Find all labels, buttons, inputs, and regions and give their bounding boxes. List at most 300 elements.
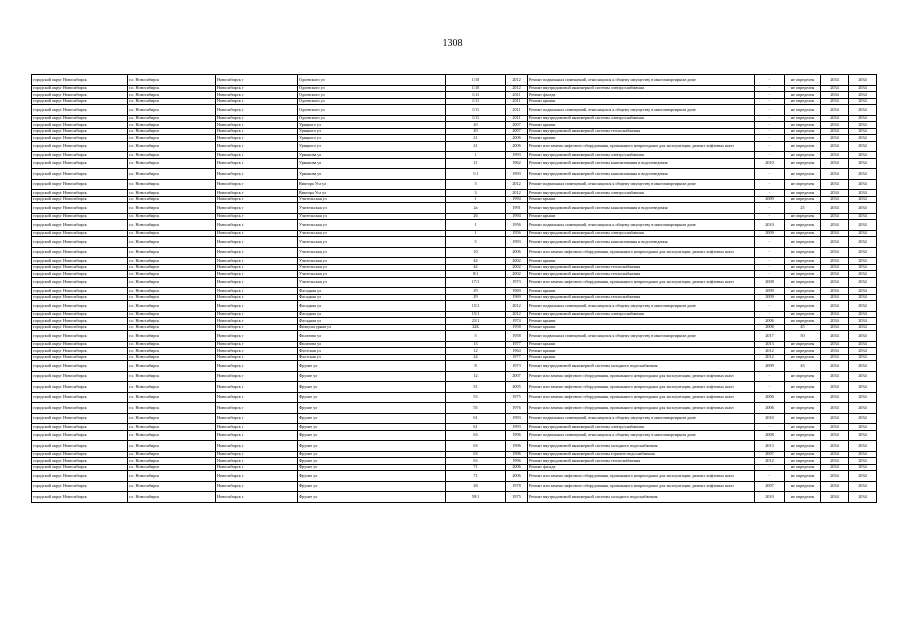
last-repair-year-cell: 2010 xyxy=(755,413,785,424)
municipality-cell: городской округ Новосибирск xyxy=(32,464,128,471)
plan-year-start-cell: 2034 xyxy=(821,158,849,169)
plan-year-start-cell: 2034 xyxy=(821,471,849,482)
city-cell: Новосибирск г xyxy=(216,115,298,122)
plan-year-end-cell: 2034 xyxy=(849,492,877,503)
work-type-cell: Ремонт внутридомовой инженерной системы канализования и водоотведения xyxy=(528,158,755,169)
year-built-cell: 2002 xyxy=(506,258,528,265)
year-built-cell: 1996 xyxy=(506,458,528,465)
wear-percent-cell: не определен xyxy=(785,424,821,431)
work-type-cell: Ремонт крыши xyxy=(528,135,755,142)
year-built-cell: 1991 xyxy=(506,203,528,214)
city-cell: Новосибирск г xyxy=(216,152,298,159)
wear-percent-cell: не определен xyxy=(785,220,821,231)
district-cell: г.о. Новосибирск xyxy=(128,158,216,169)
city-cell: Новосибирск г xyxy=(216,98,298,105)
house-number-cell: 1 xyxy=(446,220,506,231)
city-cell: Новосибирск г xyxy=(216,492,298,503)
wear-percent-cell: не определен xyxy=(785,288,821,295)
district-cell: г.о. Новосибирск xyxy=(128,371,216,382)
plan-year-end-cell: 2034 xyxy=(849,179,877,190)
last-repair-year-cell: - xyxy=(755,471,785,482)
plan-year-start-cell: 2034 xyxy=(821,264,849,271)
work-type-cell: Ремонт или замена лифтового оборудования, признанного непригодным для эксплуатации, ремонт лифтовых шахт xyxy=(528,471,755,482)
work-type-cell: Ремонт внутридомовой инженерной системы холодного водоснабжения xyxy=(528,492,755,503)
table-row xyxy=(32,220,877,231)
street-cell: Урманова ул xyxy=(298,169,446,180)
house-number-cell: 21 xyxy=(446,135,506,142)
street-cell: Одоевского ул xyxy=(298,92,446,99)
work-type-cell: Ремонт внутридомовой инженерной системы теплоснабжения xyxy=(528,271,755,278)
plan-year-start-cell: 2034 xyxy=(821,324,849,331)
plan-year-end-cell: 2034 xyxy=(849,196,877,203)
district-cell: г.о. Новосибирск xyxy=(128,318,216,325)
wear-percent-cell: не определен xyxy=(785,277,821,288)
district-cell: г.о. Новосибирск xyxy=(128,152,216,159)
plan-year-end-cell: 2034 xyxy=(849,294,877,301)
year-built-cell: 1993 xyxy=(506,152,528,159)
plan-year-end-cell: 2034 xyxy=(849,403,877,414)
plan-year-start-cell: 2034 xyxy=(821,213,849,220)
plan-year-start-cell: 2034 xyxy=(821,464,849,471)
municipality-cell: городской округ Новосибирск xyxy=(32,98,128,105)
city-cell: Новосибирск г xyxy=(216,190,298,197)
district-cell: г.о. Новосибирск xyxy=(128,237,216,248)
plan-year-start-cell: 2034 xyxy=(821,190,849,197)
district-cell: г.о. Новосибирск xyxy=(128,403,216,414)
last-repair-year-cell: 2006 xyxy=(755,318,785,325)
plan-year-end-cell: 2034 xyxy=(849,152,877,159)
work-type-cell: Ремонт или замена лифтового оборудования, признанного непригодным для эксплуатации, ремонт лифтовых шахт xyxy=(528,277,755,288)
work-type-cell: Ремонт или замена лифтового оборудования, признанного непригодным для эксплуатации, ремонт лифтовых шахт xyxy=(528,382,755,393)
wear-percent-cell: не определен xyxy=(785,92,821,99)
municipality-cell: городской округ Новосибирск xyxy=(32,294,128,301)
last-repair-year-cell: - xyxy=(755,128,785,135)
house-number-cell: 44 xyxy=(446,258,506,265)
plan-year-start-cell: 2034 xyxy=(821,318,849,325)
city-cell: Новосибирск г xyxy=(216,371,298,382)
work-type-cell: Ремонт внутридомовой инженерной системы теплоснабжения xyxy=(528,458,755,465)
plan-year-end-cell: 2034 xyxy=(849,288,877,295)
district-cell: г.о. Новосибирск xyxy=(128,230,216,237)
municipality-cell: городской округ Новосибирск xyxy=(32,203,128,214)
house-number-cell: 1 xyxy=(446,196,506,203)
wear-percent-cell: не определен xyxy=(785,451,821,458)
city-cell: Новосибирск г xyxy=(216,464,298,471)
city-cell: Новосибирск г xyxy=(216,441,298,452)
city-cell: Новосибирск г xyxy=(216,331,298,342)
street-cell: Физкультурная ул xyxy=(298,324,446,331)
house-number-cell: 5 xyxy=(446,237,506,248)
last-repair-year-cell: - xyxy=(755,190,785,197)
municipality-cell: городской округ Новосибирск xyxy=(32,371,128,382)
wear-percent-cell: не определен xyxy=(785,230,821,237)
page-number: 1308 xyxy=(442,38,463,49)
plan-year-end-cell: 2034 xyxy=(849,92,877,99)
house-number-cell: 28 xyxy=(446,481,506,492)
wear-percent-cell: не определен xyxy=(785,152,821,159)
street-cell: Фрунзе ул xyxy=(298,392,446,403)
last-repair-year-cell: 2013 xyxy=(755,441,785,452)
street-cell: Фрунзе ул xyxy=(298,361,446,372)
street-cell: Урицкого ул xyxy=(298,122,446,129)
year-built-cell: 2007 xyxy=(506,128,528,135)
house-number-cell: 3 xyxy=(446,179,506,190)
district-cell: г.о. Новосибирск xyxy=(128,203,216,214)
district-cell: г.о. Новосибирск xyxy=(128,92,216,99)
street-cell: Урманова ул xyxy=(298,158,446,169)
district-cell: г.о. Новосибирск xyxy=(128,247,216,258)
city-cell: Новосибирск г xyxy=(216,354,298,361)
district-cell: г.о. Новосибирск xyxy=(128,458,216,465)
table-row xyxy=(32,331,877,342)
district-cell: г.о. Новосибирск xyxy=(128,354,216,361)
year-built-cell: 2006 xyxy=(506,471,528,482)
city-cell: Новосибирск г xyxy=(216,271,298,278)
year-built-cell: 2012 xyxy=(506,85,528,92)
plan-year-start-cell: 2034 xyxy=(821,92,849,99)
house-number-cell: 24 xyxy=(446,354,506,361)
plan-year-start-cell: 2034 xyxy=(821,424,849,431)
year-built-cell: 2002 xyxy=(506,271,528,278)
district-cell: г.о. Новосибирск xyxy=(128,128,216,135)
city-cell: Новосибирск г xyxy=(216,318,298,325)
municipality-cell: городской округ Новосибирск xyxy=(32,247,128,258)
year-built-cell: 2006 xyxy=(506,247,528,258)
street-cell: Учительская ул xyxy=(298,258,446,265)
municipality-cell: городской округ Новосибирск xyxy=(32,271,128,278)
municipality-cell: городской округ Новосибирск xyxy=(32,264,128,271)
work-type-cell: Ремонт или замена лифтового оборудования, признанного непригодным для эксплуатации, ремонт лифтовых шахт xyxy=(528,403,755,414)
wear-percent-cell: не определен xyxy=(785,169,821,180)
street-cell: Виктора Уса ул xyxy=(298,190,446,197)
street-cell: Фасадная ул xyxy=(298,311,446,318)
house-number-cell: 1/10 xyxy=(446,85,506,92)
street-cell: Флотская ул xyxy=(298,348,446,355)
district-cell: г.о. Новосибирск xyxy=(128,392,216,403)
work-type-cell: Ремонт внутридомовой инженерной системы теплоснабжения xyxy=(528,294,755,301)
plan-year-end-cell: 2034 xyxy=(849,451,877,458)
district-cell: г.о. Новосибирск xyxy=(128,258,216,265)
year-built-cell: 1994 xyxy=(506,213,528,220)
year-built-cell: 1977 xyxy=(506,354,528,361)
district-cell: г.о. Новосибирск xyxy=(128,341,216,348)
work-type-cell: Ремонт внутридомовой инженерной системы холодного водоснабжения xyxy=(528,361,755,372)
work-type-cell: Ремонт внутридомовой инженерной системы электроснабжения xyxy=(528,152,755,159)
house-number-cell: 8/1 xyxy=(446,271,506,278)
street-cell: Фрунзе ул xyxy=(298,464,446,471)
district-cell: г.о. Новосибирск xyxy=(128,430,216,441)
municipality-cell: городской округ Новосибирск xyxy=(32,348,128,355)
city-cell: Новосибирск г xyxy=(216,413,298,424)
plan-year-end-cell: 2034 xyxy=(849,258,877,265)
municipality-cell: городской округ Новосибирск xyxy=(32,258,128,265)
street-cell: Учительская ул xyxy=(298,213,446,220)
street-cell: Фасадная ул xyxy=(298,301,446,312)
table-row xyxy=(32,247,877,258)
street-cell: Фрунзе ул xyxy=(298,441,446,452)
wear-percent-cell: не определен xyxy=(785,371,821,382)
municipality-cell: городской округ Новосибирск xyxy=(32,196,128,203)
year-built-cell: 1956 xyxy=(506,230,528,237)
last-repair-year-cell: 2008 xyxy=(755,277,785,288)
street-cell: Фрунзе ул xyxy=(298,430,446,441)
street-cell: Филатова ул xyxy=(298,331,446,342)
street-cell: Учительская ул xyxy=(298,230,446,237)
municipality-cell: городской округ Новосибирск xyxy=(32,441,128,452)
house-number-cell: 15/1 xyxy=(446,311,506,318)
district-cell: г.о. Новосибирск xyxy=(128,464,216,471)
house-number-cell: 5 xyxy=(446,331,506,342)
plan-year-start-cell: 2034 xyxy=(821,141,849,152)
plan-year-start-cell: 2034 xyxy=(821,271,849,278)
city-cell: Новосибирск г xyxy=(216,458,298,465)
plan-year-end-cell: 2034 xyxy=(849,271,877,278)
city-cell: Новосибирск г xyxy=(216,92,298,99)
district-cell: г.о. Новосибирск xyxy=(128,481,216,492)
street-cell: Учительская ул xyxy=(298,277,446,288)
plan-year-start-cell: 2034 xyxy=(821,247,849,258)
plan-year-start-cell: 2034 xyxy=(821,220,849,231)
work-type-cell: Ремонт внутридомовой инженерной системы электроснабжения xyxy=(528,190,755,197)
year-built-cell: 1969 xyxy=(506,294,528,301)
work-type-cell: Ремонт или замена лифтового оборудования, признанного непригодным для эксплуатации, ремонт лифтовых шахт xyxy=(528,141,755,152)
wear-percent-cell: не определен xyxy=(785,481,821,492)
district-cell: г.о. Новосибирск xyxy=(128,277,216,288)
plan-year-start-cell: 2034 xyxy=(821,237,849,248)
wear-percent-cell: не определен xyxy=(785,441,821,452)
wear-percent-cell: не определен xyxy=(785,294,821,301)
plan-year-end-cell: 2034 xyxy=(849,203,877,214)
street-cell: Учительская ул xyxy=(298,271,446,278)
house-number-cell: 3 xyxy=(446,190,506,197)
plan-year-end-cell: 2034 xyxy=(849,190,877,197)
city-cell: Новосибирск г xyxy=(216,258,298,265)
street-cell: Фрунзе ул xyxy=(298,371,446,382)
street-cell: Фрунзе ул xyxy=(298,424,446,431)
table-row xyxy=(32,169,877,180)
district-cell: г.о. Новосибирск xyxy=(128,471,216,482)
year-built-cell: 1993 xyxy=(506,413,528,424)
district-cell: г.о. Новосибирск xyxy=(128,441,216,452)
municipality-cell: городской округ Новосибирск xyxy=(32,382,128,393)
city-cell: Новосибирск г xyxy=(216,158,298,169)
plan-year-end-cell: 2034 xyxy=(849,424,877,431)
house-number-cell: 12 xyxy=(446,371,506,382)
work-type-cell: Ремонт внутридомовой инженерной системы канализования и водоотведения xyxy=(528,237,755,248)
year-built-cell: 1976 xyxy=(506,403,528,414)
wear-percent-cell: не определен xyxy=(785,158,821,169)
wear-percent-cell: не определен xyxy=(785,264,821,271)
district-cell: г.о. Новосибирск xyxy=(128,98,216,105)
plan-year-end-cell: 2034 xyxy=(849,105,877,116)
year-built-cell: 1962 xyxy=(506,158,528,169)
year-built-cell: 2011 xyxy=(506,115,528,122)
plan-year-end-cell: 2034 xyxy=(849,464,877,471)
plan-year-end-cell: 2034 xyxy=(849,135,877,142)
municipality-cell: городской округ Новосибирск xyxy=(32,237,128,248)
house-number-cell: 71 xyxy=(446,464,506,471)
year-built-cell: 2006 xyxy=(506,464,528,471)
table-row xyxy=(32,179,877,190)
plan-year-start-cell: 2034 xyxy=(821,371,849,382)
street-cell: Одоевского ул xyxy=(298,115,446,122)
street-cell: Урицкого ул xyxy=(298,128,446,135)
work-type-cell: Ремонт или замена лифтового оборудования, признанного непригодным для эксплуатации, ремонт лифтовых шахт xyxy=(528,392,755,403)
last-repair-year-cell: - xyxy=(755,464,785,471)
plan-year-start-cell: 2034 xyxy=(821,348,849,355)
house-number-cell: 55 xyxy=(446,403,506,414)
last-repair-year-cell: 2010 xyxy=(755,220,785,231)
plan-year-end-cell: 2034 xyxy=(849,354,877,361)
table-row xyxy=(32,158,877,169)
last-repair-year-cell: - xyxy=(755,85,785,92)
district-cell: г.о. Новосибирск xyxy=(128,220,216,231)
year-built-cell: 2012 xyxy=(506,179,528,190)
plan-year-start-cell: 2034 xyxy=(821,115,849,122)
street-cell: Урманова ул xyxy=(298,152,446,159)
house-number-cell: 17/1 xyxy=(446,277,506,288)
last-repair-year-cell: - xyxy=(755,301,785,312)
last-repair-year-cell: - xyxy=(755,311,785,318)
street-cell: Одоевского ул xyxy=(298,75,446,86)
plan-year-end-cell: 2034 xyxy=(849,169,877,180)
work-type-cell: Ремонт крыши xyxy=(528,288,755,295)
plan-year-start-cell: 2034 xyxy=(821,277,849,288)
last-repair-year-cell: - xyxy=(755,169,785,180)
city-cell: Новосибирск г xyxy=(216,105,298,116)
plan-year-end-cell: 2034 xyxy=(849,122,877,129)
work-type-cell: Ремонт крыши xyxy=(528,318,755,325)
plan-year-start-cell: 2034 xyxy=(821,152,849,159)
city-cell: Новосибирск г xyxy=(216,247,298,258)
wear-percent-cell: не определен xyxy=(785,75,821,86)
plan-year-end-cell: 2034 xyxy=(849,371,877,382)
last-repair-year-cell: - xyxy=(755,135,785,142)
plan-year-end-cell: 2034 xyxy=(849,247,877,258)
last-repair-year-cell: 2008 xyxy=(755,324,785,331)
house-number-cell: 2а xyxy=(446,203,506,214)
plan-year-start-cell: 2034 xyxy=(821,230,849,237)
street-cell: Виктора Уса ул xyxy=(298,179,446,190)
house-number-cell: 8 xyxy=(446,361,506,372)
last-repair-year-cell: - xyxy=(755,213,785,220)
work-type-cell: Ремонт крыши xyxy=(528,354,755,361)
work-type-cell: Ремонт подвальных помещений, относящихся к общему имуществу в многоквартирном доме xyxy=(528,105,755,116)
house-number-cell: 1 xyxy=(446,152,506,159)
work-type-cell: Ремонт подвальных помещений, относящихся к общему имуществу в многоквартирном доме xyxy=(528,179,755,190)
last-repair-year-cell: - xyxy=(755,258,785,265)
street-cell: Урицкого ул xyxy=(298,135,446,142)
municipality-cell: городской округ Новосибирск xyxy=(32,122,128,129)
work-type-cell: Ремонт подвальных помещений, относящихся к общему имуществу в многоквартирном доме xyxy=(528,220,755,231)
last-repair-year-cell: - xyxy=(755,115,785,122)
last-repair-year-cell: - xyxy=(755,75,785,86)
district-cell: г.о. Новосибирск xyxy=(128,190,216,197)
last-repair-year-cell: 2009 xyxy=(755,196,785,203)
municipality-cell: городской округ Новосибирск xyxy=(32,277,128,288)
last-repair-year-cell: 2009 xyxy=(755,294,785,301)
last-repair-year-cell: - xyxy=(755,382,785,393)
city-cell: Новосибирск г xyxy=(216,471,298,482)
last-repair-year-cell: - xyxy=(755,264,785,271)
work-type-cell: Ремонт внутридомовой инженерной системы горячего водоснабжения xyxy=(528,451,755,458)
city-cell: Новосибирск г xyxy=(216,135,298,142)
year-built-cell: 2011 xyxy=(506,105,528,116)
plan-year-end-cell: 2034 xyxy=(849,220,877,231)
city-cell: Новосибирск г xyxy=(216,264,298,271)
wear-percent-cell: не определен xyxy=(785,301,821,312)
plan-year-start-cell: 2034 xyxy=(821,128,849,135)
plan-year-start-cell: 2034 xyxy=(821,441,849,452)
last-repair-year-cell: 2012 xyxy=(755,354,785,361)
district-cell: г.о. Новосибирск xyxy=(128,288,216,295)
city-cell: Новосибирск г xyxy=(216,481,298,492)
last-repair-year-cell: 2012 xyxy=(755,458,785,465)
year-built-cell: 2006 xyxy=(506,135,528,142)
wear-percent-cell: не определен xyxy=(785,464,821,471)
table-body xyxy=(32,75,877,503)
district-cell: г.о. Новосибирск xyxy=(128,213,216,220)
year-built-cell: 1973 xyxy=(506,277,528,288)
house-number-cell: 59/1 xyxy=(446,492,506,503)
plan-year-start-cell: 2034 xyxy=(821,75,849,86)
plan-year-start-cell: 2034 xyxy=(821,294,849,301)
municipality-cell: городской округ Новосибирск xyxy=(32,75,128,86)
table-row xyxy=(32,413,877,424)
wear-percent-cell: 50 xyxy=(785,331,821,342)
street-cell: Учительская ул xyxy=(298,237,446,248)
plan-year-end-cell: 2034 xyxy=(849,341,877,348)
city-cell: Новосибирск г xyxy=(216,220,298,231)
municipality-cell: городской округ Новосибирск xyxy=(32,179,128,190)
house-number-cell: 13 xyxy=(446,341,506,348)
house-number-cell: 26 xyxy=(446,213,506,220)
table-row xyxy=(32,105,877,116)
wear-percent-cell: не определен xyxy=(785,128,821,135)
municipality-cell: городской округ Новосибирск xyxy=(32,115,128,122)
wear-percent-cell: 25 xyxy=(785,203,821,214)
house-number-cell: 51 xyxy=(446,382,506,393)
municipality-cell: городской округ Новосибирск xyxy=(32,492,128,503)
municipality-cell: городской округ Новосибирск xyxy=(32,128,128,135)
district-cell: г.о. Новосибирск xyxy=(128,382,216,393)
district-cell: г.о. Новосибирск xyxy=(128,361,216,372)
table-row xyxy=(32,361,877,372)
municipality-cell: городской округ Новосибирск xyxy=(32,220,128,231)
work-type-cell: Ремонт подвальных помещений, относящихся к общему имуществу в многоквартирном доме xyxy=(528,430,755,441)
wear-percent-cell: 45 xyxy=(785,324,821,331)
plan-year-end-cell: 2034 xyxy=(849,158,877,169)
city-cell: Новосибирск г xyxy=(216,179,298,190)
municipality-cell: городской округ Новосибирск xyxy=(32,481,128,492)
street-cell: Фрунзе ул xyxy=(298,451,446,458)
city-cell: Новосибирск г xyxy=(216,213,298,220)
year-built-cell: 1974 xyxy=(506,318,528,325)
municipality-cell: городской округ Новосибирск xyxy=(32,413,128,424)
city-cell: Новосибирск г xyxy=(216,451,298,458)
district-cell: г.о. Новосибирск xyxy=(128,324,216,331)
city-cell: Новосибирск г xyxy=(216,230,298,237)
table-row xyxy=(32,481,877,492)
plan-year-start-cell: 2034 xyxy=(821,392,849,403)
last-repair-year-cell: - xyxy=(755,424,785,431)
street-cell: Учительская ул xyxy=(298,220,446,231)
plan-year-start-cell: 2034 xyxy=(821,105,849,116)
plan-year-start-cell: 2034 xyxy=(821,430,849,441)
plan-year-end-cell: 2034 xyxy=(849,348,877,355)
capital-repair-register-table xyxy=(31,74,877,503)
district-cell: г.о. Новосибирск xyxy=(128,294,216,301)
